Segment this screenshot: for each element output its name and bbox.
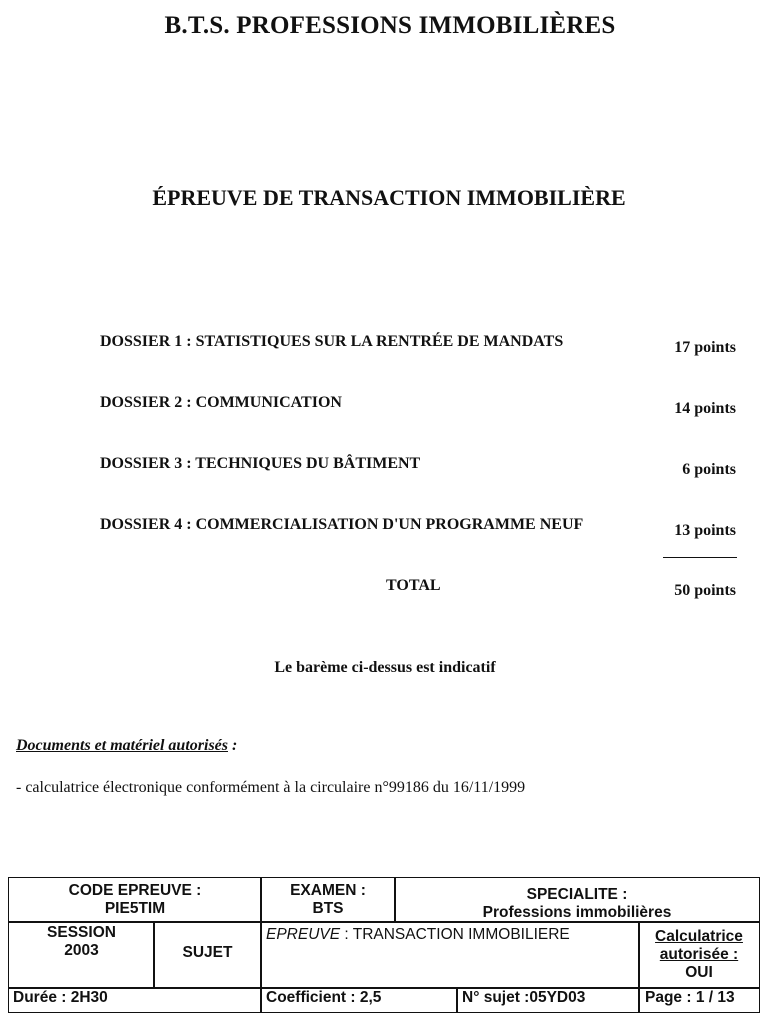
epreuve-value: : TRANSACTION IMMOBILIERE [340,926,570,943]
dossier-row [100,516,740,540]
dossier-points: 17 points [674,339,736,356]
numero-sujet-cell [456,987,640,1013]
coefficient-cell [260,987,458,1013]
dossier-label: DOSSIER 1 : STATISTIQUES SUR LA RENTRÉE DE MANDATS [100,333,564,350]
examen-value: BTS [312,900,344,917]
dossier-points: 6 points [682,461,736,478]
dossier-label: DOSSIER 4 : COMMERCIALISATION D'UN PROGRAMME NEUF [100,516,584,533]
dossier-points: 13 points [674,522,736,539]
session-cell [8,921,155,989]
duree-value: Durée : 2H30 [13,989,108,1006]
code-label: CODE EPREUVE : [68,882,202,899]
exam-subtitle: ÉPREUVE DE TRANSACTION IMMOBILIÈRE [152,185,626,210]
duree-cell [8,987,262,1013]
calculatrice-label-1: Calculatrice [655,928,743,945]
dossier-row [100,455,740,479]
documents-heading [16,737,237,755]
specialite-label: SPECIALITE : [526,886,628,903]
exam-title: B.T.S. PROFESSIONS IMMOBILIÈRES [164,12,616,39]
bareme-note: Le barème ci-dessus est indicatif [274,659,496,676]
code-value: PIE5TIM [104,900,166,917]
documents-item: - calculatrice électronique conformément à la circulaire n°99186 du 16/11/1999 [16,779,526,796]
dossier-row [100,394,740,418]
code-epreuve-cell [8,877,262,923]
page-cell [638,987,760,1013]
examen-label: EXAMEN : [290,882,366,899]
session-value: 2003 [64,942,99,959]
specialite-cell [394,877,760,923]
epreuve-cell [260,921,640,989]
exam-info-table [8,877,760,1013]
specialite-value: Professions immobilières [482,904,672,921]
calculatrice-label-2: autorisée : [659,946,739,963]
total-divider [663,557,737,558]
session-label: SESSION [47,924,116,941]
sujet-label: SUJET [182,944,233,961]
numero-sujet-value: N° sujet :05YD03 [462,989,586,1006]
documents-heading-text: Documents et matériel autorisés [16,737,228,754]
dossier-row [100,333,740,357]
calculatrice-value: OUI [685,964,713,981]
dossier-label: DOSSIER 3 : TECHNIQUES DU BÂTIMENT [100,455,421,472]
epreuve-label: EPREUVE [266,926,341,943]
documents-heading-suffix: : [228,737,238,754]
dossier-points: 14 points [674,400,736,417]
dossier-label: DOSSIER 2 : COMMUNICATION [100,394,342,411]
total-label: TOTAL [386,577,441,594]
coefficient-value: Coefficient : 2,5 [266,989,382,1006]
examen-cell [260,877,396,923]
total-points: 50 points [674,582,736,599]
calculatrice-cell [638,921,760,989]
sujet-cell [153,921,262,989]
page-value: Page : 1 / 13 [645,989,735,1006]
